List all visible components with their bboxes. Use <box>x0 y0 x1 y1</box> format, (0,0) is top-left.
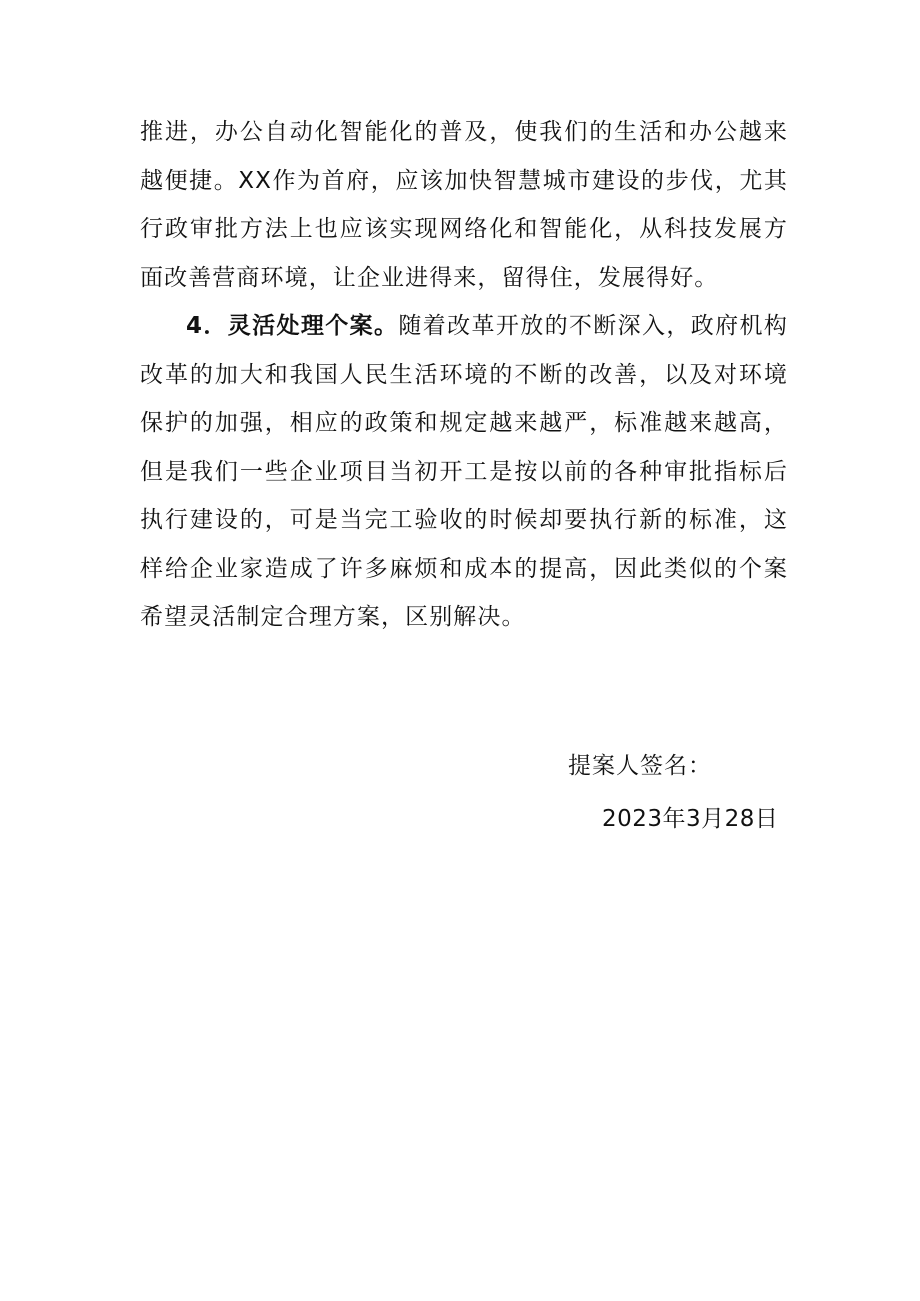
paragraph-heading: 4．灵活处理个案。 <box>186 313 399 339</box>
signature-label: 提案人签名： <box>568 753 712 779</box>
paragraph-item-4 <box>140 302 788 642</box>
paragraph-text: 随着改革开放的不断深入，政府机构改革的加大和我国人民生活环境的不断的改善，以及对环境保护的加强，相应的政策和规定越来越严，标准越来越高，但是我们一些企业项目当初开工是按以前的各种审批指标后执行建设的，可是当完工验收的时候却要执行新的标准，这样给企业家造成了许多麻烦和成本的提高，因此类似的个案希望灵活制定合理方案，区别解决。 <box>140 313 788 630</box>
document-date: 2023年3月28日 <box>602 806 779 832</box>
paragraph-text: 推进，办公自动化智能化的普及，使我们的生活和办公越来越便捷。XX作为首府，应该加快智慧城市建设的步伐，尤其行政审批方法上也应该实现网络化和智能化，从科技发展方面改善营商环境，让企业进得来，留得住，发展得好。 <box>140 119 788 291</box>
paragraph-continuation <box>140 108 788 302</box>
document-body <box>140 108 788 642</box>
